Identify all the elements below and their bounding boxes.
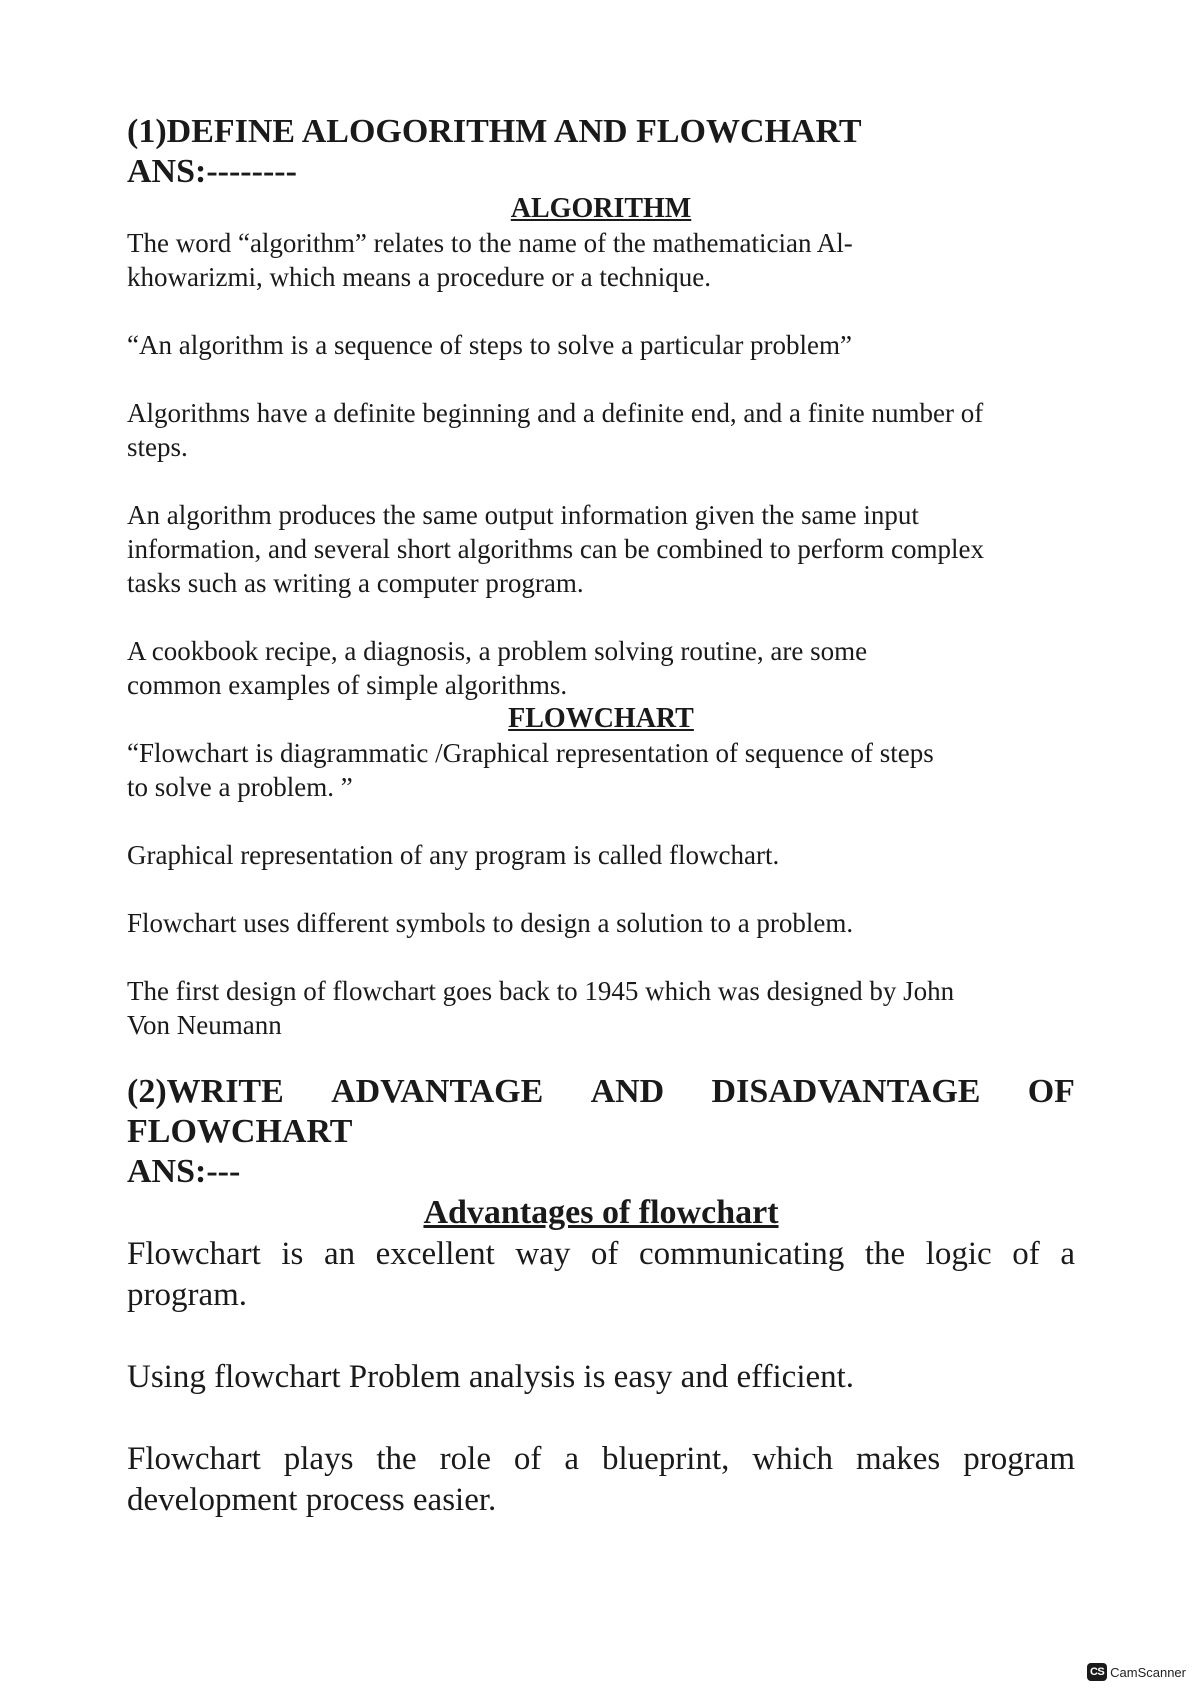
flowchart-paragraph-2: Graphical representation of any program is called flowchart. bbox=[127, 840, 780, 870]
algorithm-paragraph-1: The word “algorithm” relates to the name of the mathematician Al- khowarizmi, which means a procedure or a technique. bbox=[127, 228, 853, 292]
question-2-title-line-1: (2)WRITE ADVANTAGE AND DISADVANTAGE OF bbox=[127, 1073, 1075, 1110]
flowchart-paragraph-1: “Flowchart is diagrammatic /Graphical representation of sequence of steps to solve a problem. ” bbox=[127, 738, 934, 802]
algorithm-paragraph-3: Algorithms have a definite beginning and a definite end, and a finite number of steps. bbox=[127, 398, 984, 462]
advantage-item-2: Using flowchart Problem analysis is easy and efficient. bbox=[127, 1359, 855, 1395]
advantage-item-3: Flowchart plays the role of a blueprint, which makes program development process easier. bbox=[127, 1441, 1075, 1518]
advantages-heading: Advantages of flowchart bbox=[423, 1194, 779, 1231]
question-1-title: (1)DEFINE ALOGORITHM AND FLOWCHART bbox=[127, 113, 862, 150]
document-page bbox=[127, 112, 1075, 1562]
camscanner-logo-icon: CS bbox=[1087, 1663, 1107, 1681]
flowchart-paragraph-4: The first design of flowchart goes back to 1945 which was designed by John Von Neumann bbox=[127, 976, 955, 1040]
question-1-answer-label: ANS:-------- bbox=[127, 153, 297, 190]
advantage-item-1: Flowchart is an excellent way of communicating the logic of a program. bbox=[127, 1236, 1075, 1313]
algorithm-paragraph-5: A cookbook recipe, a diagnosis, a problem solving routine, are some common examples of simple algorithms. bbox=[127, 636, 868, 700]
flowchart-heading: FLOWCHART bbox=[508, 703, 694, 734]
algorithm-paragraph-4: An algorithm produces the same output information given the same input information, and several short algorithms can be combined to perform complex tasks such as writing a computer program. bbox=[127, 500, 984, 598]
camscanner-label: CamScanner bbox=[1110, 1664, 1186, 1680]
algorithm-paragraph-2: “An algorithm is a sequence of steps to solve a particular problem” bbox=[127, 330, 853, 360]
flowchart-paragraph-3: Flowchart uses different symbols to design a solution to a problem. bbox=[127, 908, 854, 938]
camscanner-watermark bbox=[1087, 1663, 1186, 1681]
question-2-title bbox=[127, 1072, 1075, 1152]
algorithm-heading: ALGORITHM bbox=[510, 193, 692, 224]
section-spacer bbox=[127, 1042, 1075, 1072]
question-2-answer-label: ANS:--- bbox=[127, 1153, 241, 1190]
question-2-title-line-2: FLOWCHART bbox=[127, 1113, 353, 1150]
